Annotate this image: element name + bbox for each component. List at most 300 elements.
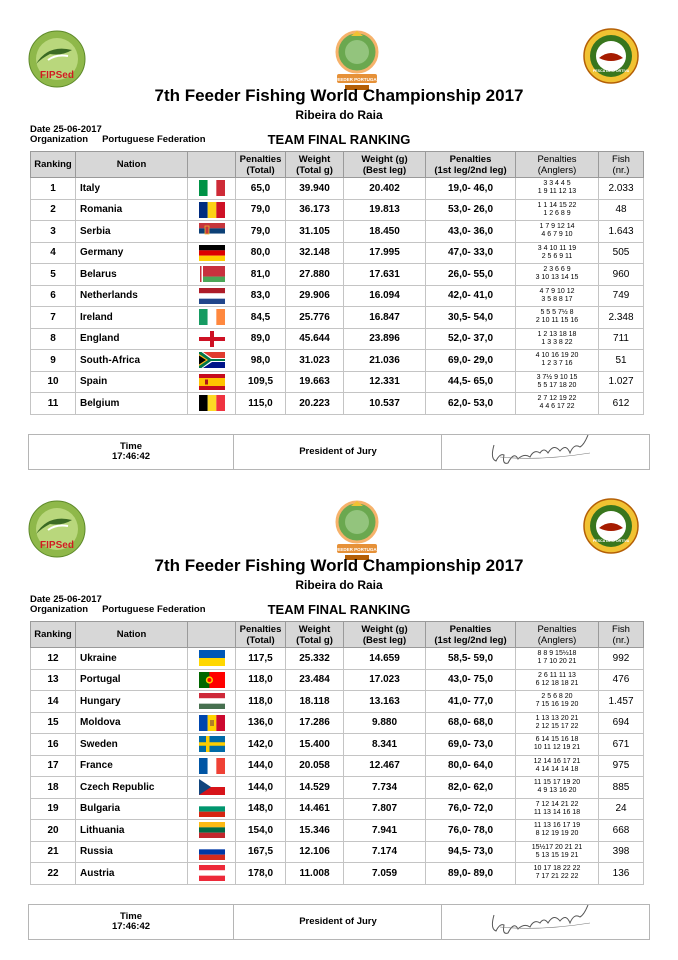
- header-weight-best: Weight (g) (Best leg): [344, 622, 426, 648]
- anglers-line-2: 5 5 17 18 20: [537, 381, 577, 389]
- anglers-line-2: 2 10 11 15 16: [535, 317, 579, 325]
- penalties-legs-cell: 47,0- 33,0: [426, 242, 516, 264]
- penalties-anglers-cell: [516, 393, 599, 415]
- weight-total-cell: 31.023: [286, 350, 344, 372]
- organization-label: Organization: [30, 604, 89, 615]
- flag-cell: [188, 393, 236, 415]
- weight-best-cell: 17.631: [344, 264, 426, 286]
- header-penalties-total: Penalties (Total): [236, 622, 286, 648]
- anglers-line-2: 4 14 14 14 18: [535, 765, 579, 773]
- flag-cell: [188, 798, 236, 820]
- weight-total-cell: 25.332: [286, 648, 344, 670]
- rank-cell: 20: [31, 820, 76, 842]
- penalties-anglers-cell: [516, 264, 599, 286]
- anglers-line-2: 3 5 8 8 17: [541, 295, 573, 303]
- weight-best-cell: 12.467: [344, 755, 426, 777]
- flag-cell: [188, 307, 236, 329]
- penalties-legs-cell: 26,0- 55,0: [426, 264, 516, 286]
- fipsed-logo: [28, 500, 86, 558]
- header-ranking: Ranking: [31, 622, 76, 648]
- weight-best-cell: 17.995: [344, 242, 426, 264]
- nation-cell: Romania: [76, 199, 188, 221]
- table-row: [31, 648, 644, 670]
- ranking-table: [30, 621, 644, 885]
- weight-total-cell: 32.148: [286, 242, 344, 264]
- ranking-title: TEAM FINAL RANKING: [267, 602, 411, 617]
- czech-flag-icon: [199, 779, 225, 795]
- fish-count-cell: 992: [599, 648, 644, 670]
- fish-count-cell: 668: [599, 820, 644, 842]
- header-flag: [188, 622, 236, 648]
- penalties-total-cell: 89,0: [236, 328, 286, 350]
- italy-flag-icon: [199, 180, 225, 196]
- sweden-flag-icon: [199, 736, 225, 752]
- flag-cell: [188, 178, 236, 200]
- weight-total-cell: 20.223: [286, 393, 344, 415]
- anglers-line-1: 15½17 20 21 21: [531, 843, 583, 851]
- penalties-legs-cell: 43,0- 36,0: [426, 221, 516, 243]
- date-label: Date: [30, 124, 51, 135]
- anglers-line-1: 7 12 14 21 22: [535, 800, 579, 808]
- header-flag: [188, 152, 236, 178]
- penalties-total-cell: 80,0: [236, 242, 286, 264]
- rank-cell: 8: [31, 328, 76, 350]
- germany-flag-icon: [199, 245, 225, 261]
- weight-total-cell: 23.484: [286, 669, 344, 691]
- england-flag-icon: [199, 331, 225, 347]
- rank-cell: 1: [31, 178, 76, 200]
- penalties-anglers-cell: [516, 755, 599, 777]
- championship-logo: [331, 30, 383, 92]
- fish-count-cell: 2.348: [599, 307, 644, 329]
- ranking-table: [30, 151, 644, 415]
- ireland-flag-icon: [199, 309, 225, 325]
- penalties-anglers-cell: [516, 242, 599, 264]
- penalties-anglers-cell: [516, 820, 599, 842]
- fish-count-cell: 960: [599, 264, 644, 286]
- anglers-line-1: 2 3 6 6 9: [543, 266, 571, 274]
- fipsed-logo: [28, 30, 86, 88]
- flag-cell: [188, 371, 236, 393]
- flag-cell: [188, 777, 236, 799]
- nation-cell: Netherlands: [76, 285, 188, 307]
- nation-cell: South-Africa: [76, 350, 188, 372]
- penalties-total-cell: 65,0: [236, 178, 286, 200]
- penalties-total-cell: 142,0: [236, 734, 286, 756]
- penalties-legs-cell: 69,0- 29,0: [426, 350, 516, 372]
- rank-cell: 10: [31, 371, 76, 393]
- anglers-line-2: 1 2 6 8 9: [543, 209, 571, 217]
- table-row: [31, 755, 644, 777]
- anglers-line-1: 3 7½ 9 10 15: [536, 373, 578, 381]
- hungary-flag-icon: [199, 693, 225, 709]
- flag-cell: [188, 841, 236, 863]
- table-row: [31, 841, 644, 863]
- flag-cell: [188, 264, 236, 286]
- penalties-total-cell: 84,5: [236, 307, 286, 329]
- anglers-line-1: 8 8 9 15½18: [537, 650, 577, 658]
- anglers-line-2: 1 3 3 8 22: [541, 338, 573, 346]
- fish-count-cell: 749: [599, 285, 644, 307]
- fish-count-cell: 711: [599, 328, 644, 350]
- header-penalties-anglers: Penalties (Anglers): [516, 622, 599, 648]
- table-row: [31, 285, 644, 307]
- penalties-legs-cell: 76,0- 78,0: [426, 820, 516, 842]
- nation-cell: Portugal: [76, 669, 188, 691]
- weight-total-cell: 36.173: [286, 199, 344, 221]
- ukraine-flag-icon: [199, 650, 225, 666]
- penalties-total-cell: 136,0: [236, 712, 286, 734]
- penalties-anglers-cell: [516, 285, 599, 307]
- fish-count-cell: 671: [599, 734, 644, 756]
- venue-subtitle: Ribeira do Raia: [295, 578, 383, 592]
- weight-total-cell: 18.118: [286, 691, 344, 713]
- nation-cell: Bulgaria: [76, 798, 188, 820]
- fish-count-cell: 612: [599, 393, 644, 415]
- penalties-total-cell: 178,0: [236, 863, 286, 885]
- anglers-line-2: 4 9 13 16 20: [537, 787, 577, 795]
- weight-total-cell: 45.644: [286, 328, 344, 350]
- weight-best-cell: 7.807: [344, 798, 426, 820]
- anglers-line-1: 5 5 5 7½ 8: [540, 309, 574, 317]
- header-fish: Fish (nr.): [599, 622, 644, 648]
- anglers-line-2: 1 2 3 7 16: [541, 360, 573, 368]
- flag-cell: [188, 199, 236, 221]
- fish-count-cell: 885: [599, 777, 644, 799]
- nation-cell: Ireland: [76, 307, 188, 329]
- weight-best-cell: 9.880: [344, 712, 426, 734]
- austria-flag-icon: [199, 865, 225, 881]
- penalties-legs-cell: 58,5- 59,0: [426, 648, 516, 670]
- header-penalties-anglers: Penalties (Anglers): [516, 152, 599, 178]
- ranking-title: TEAM FINAL RANKING: [267, 132, 411, 147]
- table-row: [31, 712, 644, 734]
- penalties-total-cell: 154,0: [236, 820, 286, 842]
- flag-cell: [188, 863, 236, 885]
- weight-total-cell: 15.400: [286, 734, 344, 756]
- weight-total-cell: 19.663: [286, 371, 344, 393]
- weight-best-cell: 20.402: [344, 178, 426, 200]
- header-nation: Nation: [76, 622, 188, 648]
- penalties-anglers-cell: [516, 777, 599, 799]
- nation-cell: Moldova: [76, 712, 188, 734]
- penalties-total-cell: 79,0: [236, 199, 286, 221]
- weight-best-cell: 13.163: [344, 691, 426, 713]
- time-value: 17:46:42: [111, 451, 151, 462]
- table-row: [31, 820, 644, 842]
- anglers-line-2: 1 7 10 20 21: [537, 658, 577, 666]
- header-ranking: Ranking: [31, 152, 76, 178]
- penalties-total-cell: 118,0: [236, 691, 286, 713]
- header-weight-best: Weight (g) (Best leg): [344, 152, 426, 178]
- header-fish: Fish (nr.): [599, 152, 644, 178]
- penalties-legs-cell: 43,0- 75,0: [426, 669, 516, 691]
- anglers-line-1: 3 4 10 11 19: [537, 244, 577, 252]
- penalties-anglers-cell: [516, 648, 599, 670]
- weight-total-cell: 20.058: [286, 755, 344, 777]
- fish-count-cell: 2.033: [599, 178, 644, 200]
- fipsed-logo-text: FIPSed: [40, 540, 74, 551]
- fish-count-cell: 975: [599, 755, 644, 777]
- flag-cell: [188, 755, 236, 777]
- penalties-legs-cell: 53,0- 26,0: [426, 199, 516, 221]
- president-of-jury-label: President of Jury: [235, 905, 442, 939]
- penalties-anglers-cell: [516, 863, 599, 885]
- rank-cell: 6: [31, 285, 76, 307]
- anglers-line-1: 1 2 13 18 18: [537, 330, 577, 338]
- flag-cell: [188, 734, 236, 756]
- anglers-line-1: 1 7 9 12 14: [539, 223, 575, 231]
- rank-cell: 19: [31, 798, 76, 820]
- penalties-total-cell: 167,5: [236, 841, 286, 863]
- anglers-line-2: 5 13 15 19 21: [535, 851, 579, 859]
- penalties-total-cell: 83,0: [236, 285, 286, 307]
- rank-cell: 16: [31, 734, 76, 756]
- feeder-logo-text: FEEDER PORTUGAL: [334, 547, 380, 552]
- date-label: Date: [30, 594, 51, 605]
- bulgaria-flag-icon: [199, 801, 225, 817]
- penalties-anglers-cell: [516, 328, 599, 350]
- penalties-anglers-cell: [516, 178, 599, 200]
- time-label: Time: [119, 911, 142, 922]
- anglers-line-2: 7 15 16 19 20: [535, 701, 579, 709]
- anglers-line-1: 12 14 16 17 21: [533, 757, 581, 765]
- page-title: 7th Feeder Fishing World Championship 2017: [154, 556, 524, 575]
- rank-cell: 4: [31, 242, 76, 264]
- belgium-flag-icon: [199, 395, 225, 411]
- table-row: [31, 371, 644, 393]
- rank-cell: 7: [31, 307, 76, 329]
- championship-logo: [331, 500, 383, 562]
- weight-best-cell: 18.450: [344, 221, 426, 243]
- weight-best-cell: 7.174: [344, 841, 426, 863]
- weight-total-cell: 27.880: [286, 264, 344, 286]
- weight-total-cell: 39.940: [286, 178, 344, 200]
- weight-total-cell: 14.461: [286, 798, 344, 820]
- penalties-legs-cell: 89,0- 89,0: [426, 863, 516, 885]
- header-nation: Nation: [76, 152, 188, 178]
- anglers-line-1: 1 13 13 20 21: [535, 714, 579, 722]
- flag-cell: [188, 820, 236, 842]
- table-row: [31, 734, 644, 756]
- penalties-total-cell: 79,0: [236, 221, 286, 243]
- penalties-total-cell: 115,0: [236, 393, 286, 415]
- fish-count-cell: 398: [599, 841, 644, 863]
- penalties-legs-cell: 30,5- 54,0: [426, 307, 516, 329]
- penalties-legs-cell: 69,0- 73,0: [426, 734, 516, 756]
- nation-cell: Czech Republic: [76, 777, 188, 799]
- weight-best-cell: 19.813: [344, 199, 426, 221]
- ribeira-logo-text: PESCA DESPORTIVA: [592, 69, 630, 73]
- spain-flag-icon: [199, 374, 225, 390]
- table-row: [31, 178, 644, 200]
- penalties-total-cell: 144,0: [236, 777, 286, 799]
- fish-count-cell: 48: [599, 199, 644, 221]
- penalties-total-cell: 81,0: [236, 264, 286, 286]
- penalties-anglers-cell: [516, 734, 599, 756]
- ribeira-logo-text: PESCA DESPORTIVA: [592, 539, 630, 543]
- header-penalties-legs: Penalties (1st leg/2nd leg): [426, 622, 516, 648]
- penalties-total-cell: 148,0: [236, 798, 286, 820]
- anglers-line-1: 10 17 18 22 22: [533, 865, 581, 873]
- nation-cell: Italy: [76, 178, 188, 200]
- table-row: [31, 221, 644, 243]
- weight-best-cell: 17.023: [344, 669, 426, 691]
- fish-count-cell: 476: [599, 669, 644, 691]
- weight-total-cell: 11.008: [286, 863, 344, 885]
- russia-flag-icon: [199, 844, 225, 860]
- table-row: [31, 691, 644, 713]
- pesca-desportiva-logo: [583, 28, 639, 84]
- weight-best-cell: 10.537: [344, 393, 426, 415]
- header-weight-total: Weight (Total g): [286, 622, 344, 648]
- table-row: [31, 863, 644, 885]
- flag-cell: [188, 221, 236, 243]
- ranking-sheet: [0, 470, 678, 940]
- weight-total-cell: 15.346: [286, 820, 344, 842]
- anglers-line-2: 2 12 15 17 22: [535, 722, 579, 730]
- penalties-legs-cell: 80,0- 64,0: [426, 755, 516, 777]
- nation-cell: Austria: [76, 863, 188, 885]
- penalties-legs-cell: 68,0- 68,0: [426, 712, 516, 734]
- organization-value: Portuguese Federation: [102, 134, 206, 145]
- penalties-legs-cell: 82,0- 62,0: [426, 777, 516, 799]
- anglers-line-1: 3 3 4 4 5: [543, 180, 571, 188]
- rank-cell: 3: [31, 221, 76, 243]
- ranking-sheet: [0, 0, 678, 470]
- time-value: 17:46:42: [111, 921, 151, 932]
- anglers-line-2: 11 13 14 16 18: [533, 808, 581, 816]
- flag-cell: [188, 242, 236, 264]
- anglers-line-1: 2 5 6 8 20: [541, 693, 573, 701]
- fish-count-cell: 1.643: [599, 221, 644, 243]
- rank-cell: 22: [31, 863, 76, 885]
- weight-best-cell: 14.659: [344, 648, 426, 670]
- weight-total-cell: 17.286: [286, 712, 344, 734]
- header-penalties-total: Penalties (Total): [236, 152, 286, 178]
- fish-count-cell: 694: [599, 712, 644, 734]
- flag-cell: [188, 285, 236, 307]
- lithuania-flag-icon: [199, 822, 225, 838]
- anglers-line-1: 4 10 16 19 20: [535, 352, 579, 360]
- time-cell: [29, 435, 234, 469]
- penalties-anglers-cell: [516, 307, 599, 329]
- table-row: [31, 350, 644, 372]
- anglers-line-2: 1 9 11 12 13: [537, 188, 577, 196]
- anglers-line-2: 7 17 21 22 22: [535, 873, 579, 881]
- penalties-total-cell: 144,0: [236, 755, 286, 777]
- weight-total-cell: 31.105: [286, 221, 344, 243]
- nation-cell: Ukraine: [76, 648, 188, 670]
- france-flag-icon: [199, 758, 225, 774]
- weight-best-cell: 16.094: [344, 285, 426, 307]
- penalties-total-cell: 117,5: [236, 648, 286, 670]
- penalties-legs-cell: 62,0- 53,0: [426, 393, 516, 415]
- time-label: Time: [119, 441, 142, 452]
- weight-best-cell: 7.734: [344, 777, 426, 799]
- signature: [442, 905, 649, 939]
- nation-cell: Belarus: [76, 264, 188, 286]
- weight-best-cell: 23.896: [344, 328, 426, 350]
- anglers-line-1: 1 1 14 15 22: [537, 201, 577, 209]
- penalties-anglers-cell: [516, 371, 599, 393]
- penalties-anglers-cell: [516, 712, 599, 734]
- nation-cell: Russia: [76, 841, 188, 863]
- flag-cell: [188, 712, 236, 734]
- flag-cell: [188, 691, 236, 713]
- nation-cell: Sweden: [76, 734, 188, 756]
- table-row: [31, 242, 644, 264]
- rank-cell: 2: [31, 199, 76, 221]
- nation-cell: Spain: [76, 371, 188, 393]
- table-row: [31, 328, 644, 350]
- weight-total-cell: 14.529: [286, 777, 344, 799]
- penalties-legs-cell: 42,0- 41,0: [426, 285, 516, 307]
- fish-count-cell: 51: [599, 350, 644, 372]
- table-row: [31, 199, 644, 221]
- serbia-flag-icon: [199, 223, 225, 239]
- flag-cell: [188, 328, 236, 350]
- table-row: [31, 264, 644, 286]
- anglers-line-2: 8 12 19 19 20: [535, 830, 579, 838]
- penalties-total-cell: 118,0: [236, 669, 286, 691]
- penalties-legs-cell: 76,0- 72,0: [426, 798, 516, 820]
- weight-best-cell: 21.036: [344, 350, 426, 372]
- flag-cell: [188, 350, 236, 372]
- weight-best-cell: 12.331: [344, 371, 426, 393]
- weight-total-cell: 29.906: [286, 285, 344, 307]
- date-value: 25-06-2017: [53, 594, 102, 605]
- penalties-anglers-cell: [516, 350, 599, 372]
- anglers-line-2: 4 4 6 17 22: [539, 403, 575, 411]
- penalties-anglers-cell: [516, 691, 599, 713]
- anglers-line-1: 11 15 17 19 20: [533, 779, 581, 787]
- portugal-flag-icon: [199, 672, 225, 688]
- nation-cell: Germany: [76, 242, 188, 264]
- rank-cell: 11: [31, 393, 76, 415]
- venue-subtitle: Ribeira do Raia: [295, 108, 383, 122]
- moldova-flag-icon: [199, 715, 225, 731]
- weight-best-cell: 8.341: [344, 734, 426, 756]
- fipsed-logo-text: FIPSed: [40, 70, 74, 81]
- nation-cell: France: [76, 755, 188, 777]
- fish-count-cell: 1.457: [599, 691, 644, 713]
- flag-cell: [188, 648, 236, 670]
- anglers-line-2: 4 6 7 9 10: [541, 231, 573, 239]
- rank-cell: 12: [31, 648, 76, 670]
- nation-cell: Lithuania: [76, 820, 188, 842]
- weight-best-cell: 7.059: [344, 863, 426, 885]
- rank-cell: 14: [31, 691, 76, 713]
- anglers-line-2: 6 12 18 18 21: [535, 679, 579, 687]
- penalties-anglers-cell: [516, 669, 599, 691]
- nation-cell: Hungary: [76, 691, 188, 713]
- rank-cell: 21: [31, 841, 76, 863]
- fish-count-cell: 1.027: [599, 371, 644, 393]
- anglers-line-1: 2 6 11 11 13: [538, 671, 576, 679]
- anglers-line-1: 4 7 9 10 12: [539, 287, 575, 295]
- penalties-legs-cell: 44,5- 65,0: [426, 371, 516, 393]
- table-header-row: [31, 152, 644, 178]
- table-row: [31, 669, 644, 691]
- organization-value: Portuguese Federation: [102, 604, 206, 615]
- penalties-legs-cell: 19,0- 46,0: [426, 178, 516, 200]
- nation-cell: Belgium: [76, 393, 188, 415]
- penalties-legs-cell: 94,5- 73,0: [426, 841, 516, 863]
- time-cell: [29, 905, 234, 939]
- belarus-flag-icon: [199, 266, 225, 282]
- header-penalties-legs: Penalties (1st leg/2nd leg): [426, 152, 516, 178]
